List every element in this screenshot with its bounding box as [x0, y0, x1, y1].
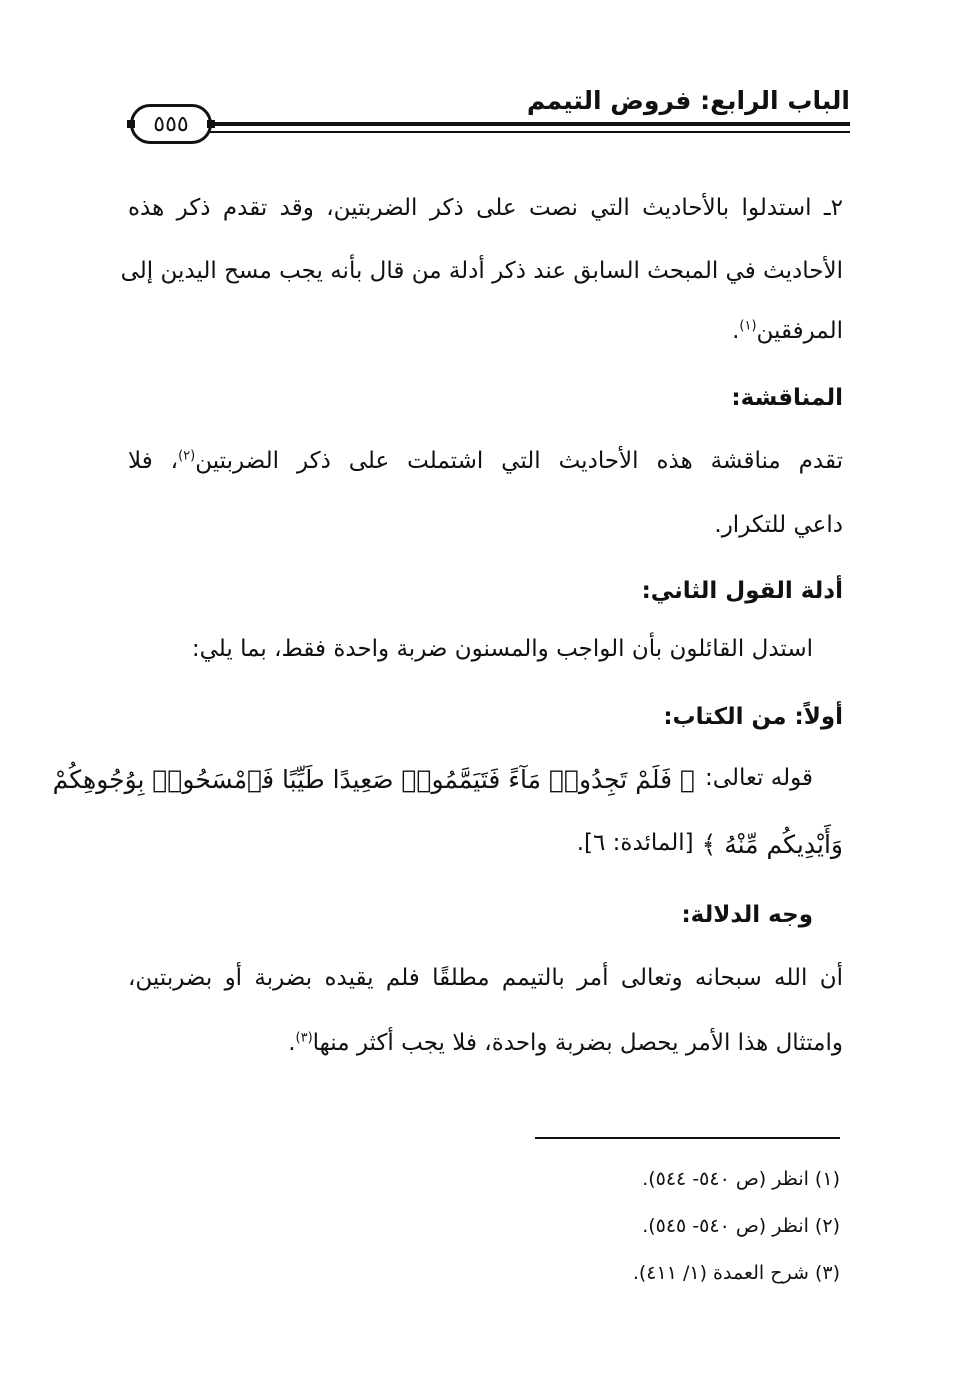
footnote-ref-2[interactable]: (٢): [178, 448, 196, 464]
running-title: الباب الرابع: فروض التيمم: [526, 86, 850, 115]
heading-discussion: المناقشة:: [731, 385, 843, 411]
paragraph-2-text: تقدم مناقشة هذه الأحاديث التي اشتملت على ذكر الضربتين: [195, 448, 844, 474]
paragraph-2-cont: ، فلا: [128, 448, 179, 474]
paragraph-4-text: وامتثال هذا الأمر يحصل بضربة واحدة، فلا يجب أكثر منها: [312, 1030, 843, 1056]
paragraph-2-line-2: داعي للتكرار.: [714, 512, 843, 538]
heading-second-view: أدلة القول الثاني:: [641, 578, 843, 604]
paragraph-4-line-2: [288, 1030, 843, 1056]
quran-text-1: ﴿ فَلَمْ تَجِدُوا۟ مَآءً فَتَيَمَّمُوا۟ صَعِيدًا طَيِّبًا فَٱمْسَحُوا۟ بِوُجُوهِكُمْ: [52, 765, 696, 794]
page-header: [120, 80, 850, 150]
footnote-separator: [535, 1137, 840, 1139]
quran-verse-line-2: [577, 830, 843, 859]
footnote-1: (١) انظر (ص ٥٤٠- ٥٤٤).: [642, 1168, 840, 1190]
paragraph-1-line-1: ٢ـ استدلوا بالأحاديث التي نصت على ذكر الضربتين، وقد تقدم ذكر هذه: [128, 195, 843, 221]
footnote-3: (٣) شرح العمدة (١/ ٤١١).: [632, 1262, 840, 1284]
footnote-ref-3[interactable]: (٣): [295, 1030, 313, 1046]
heading-evidence: وجه الدلالة:: [681, 902, 813, 928]
paragraph-1-end: .: [732, 318, 740, 344]
paragraph-1-text: المرفقين: [756, 318, 843, 344]
paragraph-4-end: .: [288, 1030, 296, 1056]
header-rule-thick: [206, 122, 850, 126]
page-number: ٥٥٥: [130, 104, 212, 144]
footnote-ref-1[interactable]: (١): [739, 318, 757, 334]
paragraph-3: استدل القائلون بأن الواجب والمسنون ضربة واحدة فقط، بما يلي:: [191, 636, 813, 662]
verse-reference: [المائدة: ٦].: [576, 830, 694, 856]
quran-verse-line-1: [52, 765, 813, 794]
heading-from-book: أولاً: من الكتاب:: [663, 704, 843, 730]
quran-text-2: وَأَيْدِيكُم مِّنْهُ ﴾: [701, 830, 843, 859]
footnote-2: (٢) انظر (ص ٥٤٠- ٥٤٥).: [642, 1215, 840, 1237]
verse-intro: قوله تعالى:: [705, 765, 813, 791]
paragraph-1-line-2: الأحاديث في المبحث السابق عند ذكر أدلة من قال بأنه يجب مسح اليدين إلى: [120, 258, 843, 284]
header-rule-thin: [206, 131, 850, 133]
paragraph-2-line-1: [128, 448, 843, 474]
paragraph-4-line-1: أن الله سبحانه وتعالى أمر بالتيمم مطلقًا فلم يقيده بضربة أو بضربتين،: [128, 965, 843, 991]
paragraph-1-line-3: [732, 318, 843, 344]
